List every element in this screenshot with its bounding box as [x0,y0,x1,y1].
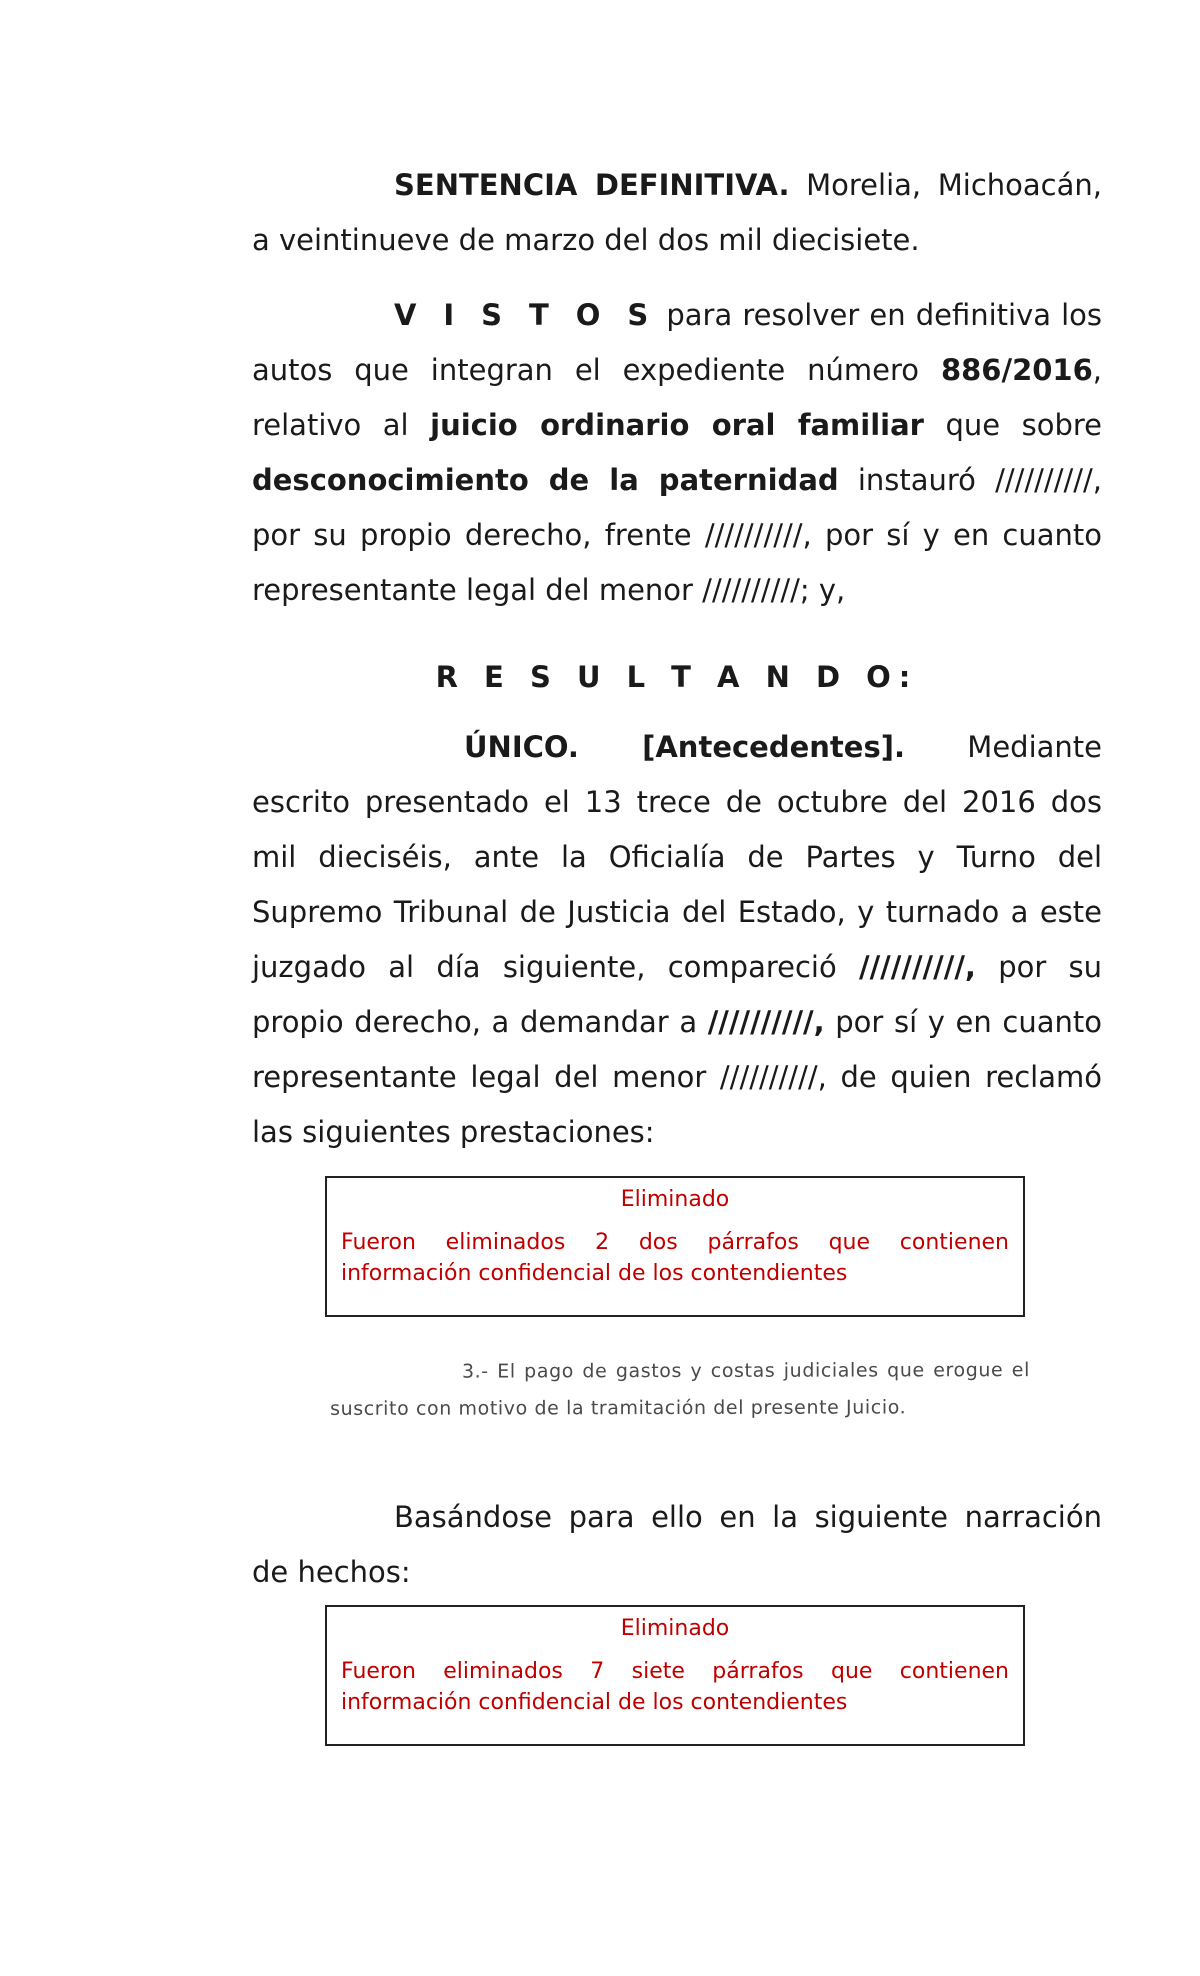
unico-text-3: por sí y en cuanto representante legal del menor //////////, de quien reclamó las siguientes prestaciones: [252,1005,1102,1149]
redaction-box-2 [325,1605,1025,1746]
sentencia-heading: SENTENCIA DEFINITIVA. [394,168,790,202]
unico-text-2: por su propio derecho, a demandar a [252,950,1103,1039]
unico-bold-1: //////////, [859,950,976,984]
paragraph-unico [252,720,1102,1160]
paragraph-basandose [252,1490,1102,1600]
vistos-text-1: para resolver en definitiva los autos que integran el expediente número [252,298,1103,387]
vistos-text-4: instauró //////////, por su propio derecho, frente //////////, por sí y en cuanto representante legal del menor //////////; y, [252,463,1102,607]
scanned-excerpt-text: 3.- El pago de gastos y costas judiciales que erogue el suscrito con motivo de la tramitación del presente Juicio. [330,1359,1030,1420]
unico-text-1: Mediante escrito presentado el 13 trece de octubre del 2016 dos mil dieciséis, ante la Oficialía de Partes y Turno del Supremo Tribunal de Justicia del Estado, y turnado a este juzgado al día siguiente, compareció [252,730,1102,984]
redaction-text: Fueron eliminados 2 dos párrafos que contienen información confidencial de los contendientes [341,1230,1009,1286]
juicio-materia: desconocimiento de la paternidad [252,463,839,497]
sentencia-text: Morelia, Michoacán, a veintinueve de marzo del dos mil diecisiete. [252,168,1102,257]
redaction-text: Fueron eliminados 7 siete párrafos que contienen información confidencial de los contendientes [341,1659,1009,1715]
unico-bold-2: //////////, [707,1005,825,1039]
paragraph-sentencia [252,158,1102,268]
vistos-text-2: , relativo al [252,353,1102,442]
basandose-text: Basándose para ello en la siguiente narración de hechos: [252,1500,1102,1589]
redaction-title: Eliminado [620,1187,730,1212]
vistos-heading: V I S T O S [394,298,657,332]
redaction-title: Eliminado [620,1616,730,1641]
scanned-excerpt [330,1352,1030,1428]
unico-heading: ÚNICO. [Antecedentes]. [464,730,905,764]
resultando-heading: R E S U L T A N D O: [435,660,919,694]
redaction-box-1 [325,1176,1025,1317]
vistos-text-3: que sobre [923,408,1102,442]
paragraph-vistos [252,288,1102,618]
juicio-type: juicio ordinario oral familiar [430,408,924,442]
expediente-number: 886/2016 [940,353,1093,387]
